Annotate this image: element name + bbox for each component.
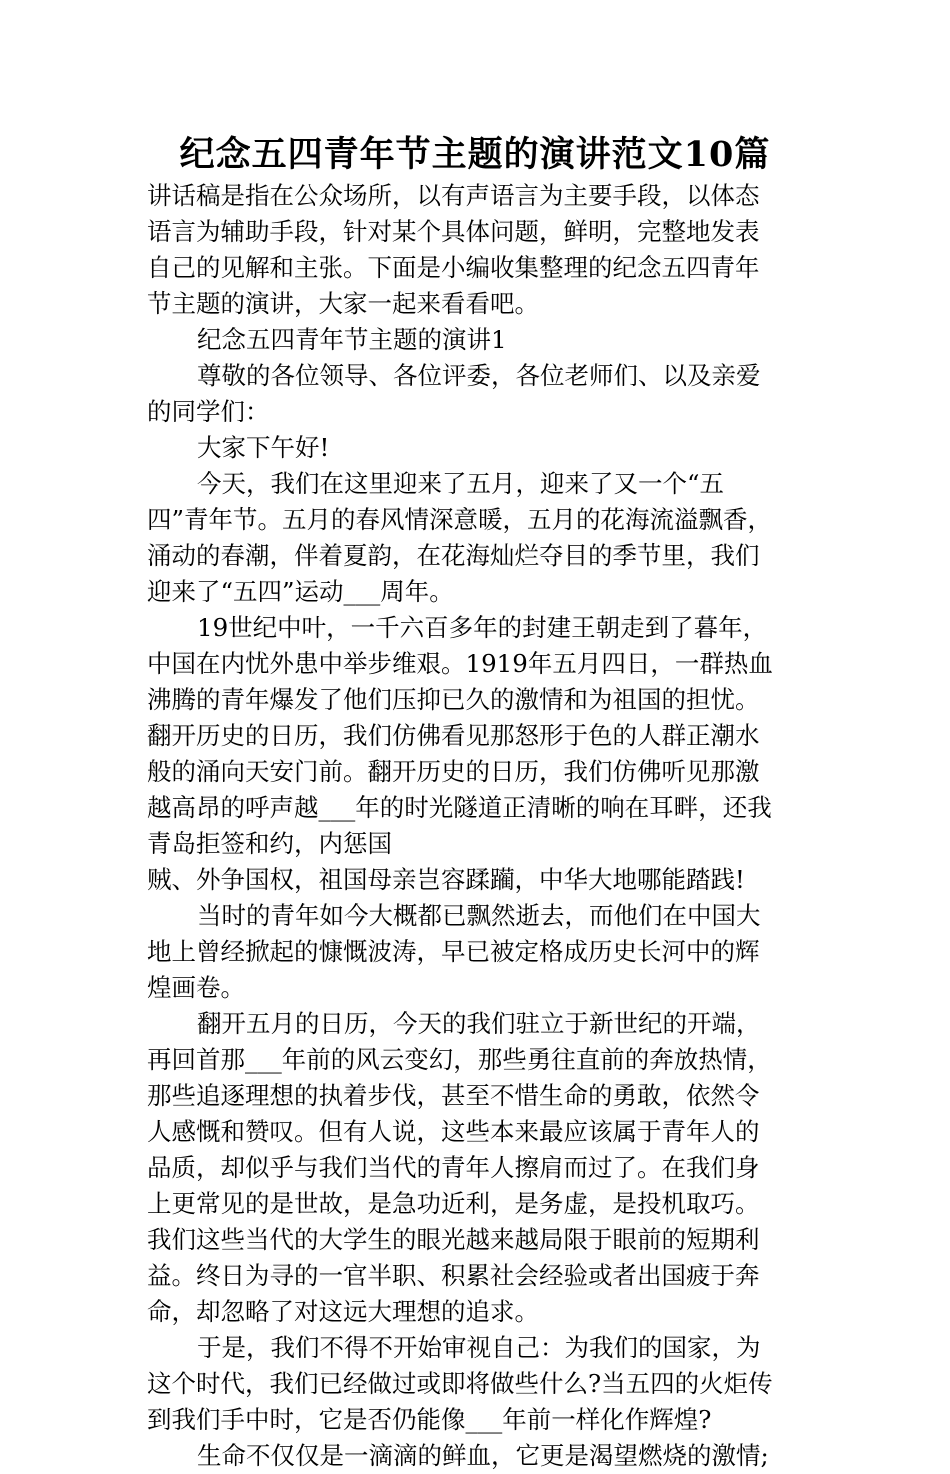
text-line: 那些追逐理想的执着步伐，甚至不惜生命的勇敢，依然令 (147, 1081, 760, 1110)
text-line: 越高昂的呼声越___年的时光隧道正清晰的响在耳畔，还我 (147, 793, 772, 822)
text-line: 语言为辅助手段，针对某个具体问题，鲜明，完整地发表 (147, 217, 760, 246)
text-line: 大家下午好! (197, 433, 330, 462)
document-body (147, 178, 797, 1474)
text-line: 涌动的春潮，伴着夏韵，在花海灿烂夺目的季节里，我们 (147, 541, 760, 570)
text-line: 的同学们： (147, 397, 270, 426)
text-line: 人感慨和赞叹。但有人说，这些本来最应该属于青年人的 (147, 1117, 760, 1146)
text-line: 当时的青年如今大概都已飘然逝去，而他们在中国大 (197, 901, 761, 930)
text-line: 自己的见解和主张。下面是小编收集整理的纪念五四青年 (147, 253, 760, 282)
text-line: 般的涌向天安门前。翻开历史的日历，我们仿佛听见那激 (147, 757, 760, 786)
text-line: 四”青年节。五月的春风情深意暖，五月的花海流溢飘香， (147, 505, 773, 534)
text-line: 讲话稿是指在公众场所，以有声语言为主要手段，以体态 (147, 181, 760, 210)
text-line: 益。终日为寻的一官半职、积累社会经验或者出国疲于奔 (147, 1261, 760, 1290)
text-line: 今天，我们在这里迎来了五月，迎来了又一个“五 (197, 469, 725, 498)
text-line: 沸腾的青年爆发了他们压抑已久的激情和为祖国的担忧。 (147, 685, 760, 714)
text-line: 贼、外争国权，祖国母亲岂容蹂躏，中华大地哪能踏践! (147, 865, 745, 894)
text-line: 我们这些当代的大学生的眼光越来越局限于眼前的短期利 (147, 1225, 760, 1254)
text-line: 尊敬的各位领导、各位评委，各位老师们、以及亲爱 (197, 361, 761, 390)
text-line: 翻开历史的日历，我们仿佛看见那怒形于色的人群正潮水 (147, 721, 760, 750)
document-title: 纪念五四青年节主题的演讲范文10篇 (179, 134, 771, 175)
text-line: 节主题的演讲，大家一起来看看吧。 (147, 289, 539, 318)
text-line: 再回首那___年前的风云变幻，那些勇往直前的奔放热情， (147, 1045, 772, 1074)
text-line: 青岛拒签和约，内惩国 (147, 829, 392, 858)
text-line: 19世纪中叶，一千六百多年的封建王朝走到了暮年， (197, 613, 768, 642)
text-line: 煌画卷。 (147, 973, 245, 1002)
text-line: 翻开五月的日历，今天的我们驻立于新世纪的开端， (197, 1009, 761, 1038)
text-line: 于是，我们不得不开始审视自己：为我们的国家，为 (197, 1333, 761, 1362)
text-line: 到我们手中时，它是否仍能像___年前一样化作辉煌? (147, 1405, 712, 1434)
text-line: 生命不仅仅是一滴滴的鲜血，它更是渴望燃烧的激情; (197, 1441, 769, 1470)
text-line: 命，却忽略了对这远大理想的追求。 (147, 1297, 539, 1326)
text-line: 地上曾经掀起的慷慨波涛，早已被定格成历史长河中的辉 (147, 937, 760, 966)
text-line: 纪念五四青年节主题的演讲1 (197, 325, 507, 354)
text-line: 迎来了“五四”运动___周年。 (147, 577, 454, 606)
text-line: 上更常见的是世故，是急功近利，是务虚，是投机取巧。 (147, 1189, 760, 1218)
text-line: 中国在内忧外患中举步维艰。1919年五月四日，一群热血 (147, 649, 773, 678)
text-line: 这个时代，我们已经做过或即将做些什么?当五四的火炬传 (147, 1369, 773, 1398)
text-line: 品质，却似乎与我们当代的青年人擦肩而过了。在我们身 (147, 1153, 760, 1182)
